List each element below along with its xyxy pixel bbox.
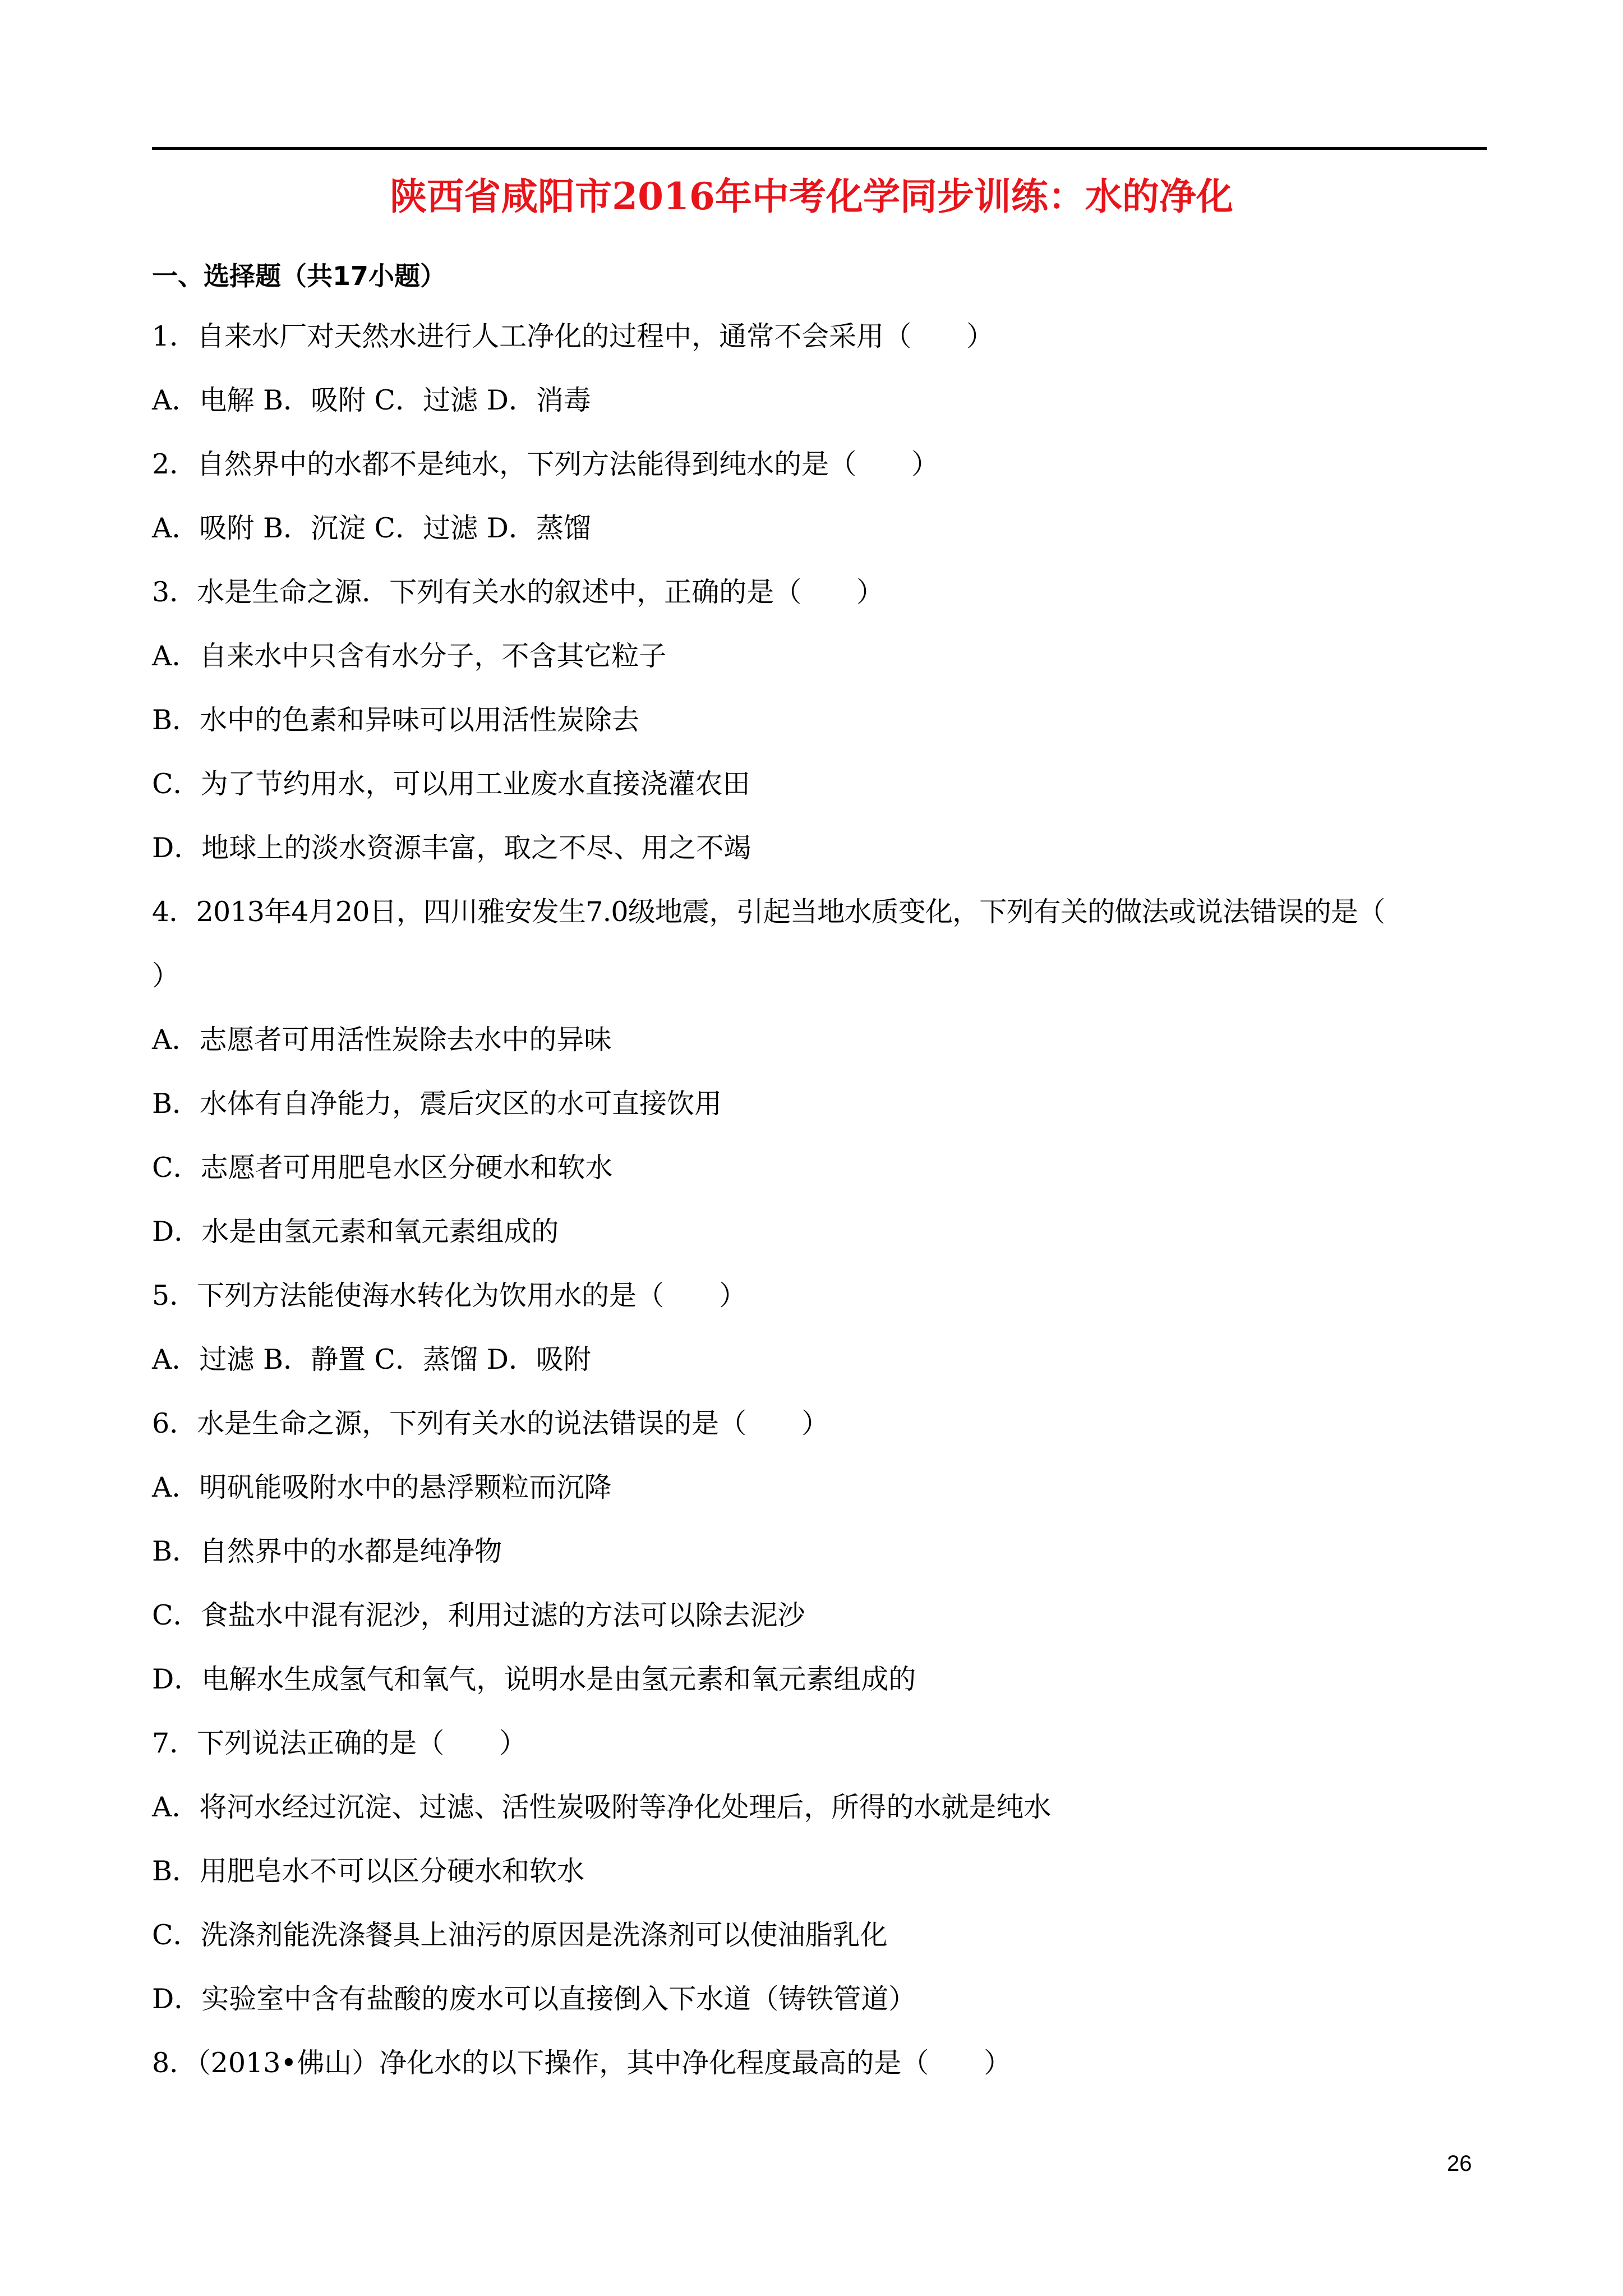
option-4a: A．志愿者可用活性炭除去水中的异味 xyxy=(152,1024,612,1056)
option-4d: D．水是由氢元素和氧元素组成的 xyxy=(152,1216,559,1248)
option-3c: C．为了节约用水，可以用工业废水直接浇灌农田 xyxy=(152,768,750,800)
question-1: 1．自来水厂对天然水进行人工净化的过程中，通常不会采用（ ） xyxy=(152,320,994,352)
question-7: 7．下列说法正确的是（ ） xyxy=(152,1727,527,1759)
options-1: A．电解 B．吸附 C．过滤 D．消毒 xyxy=(152,384,591,416)
option-4c: C．志愿者可用肥皂水区分硬水和软水 xyxy=(152,1152,613,1184)
option-7a: A．将河水经过沉淀、过滤、活性炭吸附等净化处理后，所得的水就是纯水 xyxy=(152,1791,1052,1823)
page-number: 26 xyxy=(1447,2151,1472,2176)
option-6b: B．自然界中的水都是纯净物 xyxy=(152,1535,502,1567)
document-title: 陕西省咸阳市2016年中考化学同步训练：水的净化 xyxy=(390,174,1233,218)
option-6c: C．食盐水中混有泥沙，利用过滤的方法可以除去泥沙 xyxy=(152,1599,805,1631)
question-4: 4．2013年4月20日，四川雅安发生7.0级地震，引起当地水质变化，下列有关的做法或说法错误的是（ xyxy=(152,896,1385,928)
options-5: A．过滤 B．静置 C．蒸馏 D．吸附 xyxy=(152,1343,591,1375)
option-7d: D．实验室中含有盐酸的废水可以直接倒入下水道（铸铁管道） xyxy=(152,1983,916,2015)
header-rule xyxy=(152,147,1487,150)
option-3d: D．地球上的淡水资源丰富，取之不尽、用之不竭 xyxy=(152,832,751,864)
option-7b: B．用肥皂水不可以区分硬水和软水 xyxy=(152,1855,585,1887)
question-5: 5．下列方法能使海水转化为饮用水的是（ ） xyxy=(152,1280,747,1312)
option-3b: B．水中的色素和异味可以用活性炭除去 xyxy=(152,704,640,736)
options-2: A．吸附 B．沉淀 C．过滤 D．蒸馏 xyxy=(152,512,591,544)
question-8: 8．（2013•佛山）净化水的以下操作，其中净化程度最高的是（ ） xyxy=(152,2047,1012,2079)
section-heading: 一、选择题（共17小题） xyxy=(152,261,446,291)
option-4b: B．水体有自净能力，震后灾区的水可直接饮用 xyxy=(152,1088,722,1120)
option-6a: A．明矾能吸附水中的悬浮颗粒而沉降 xyxy=(152,1471,612,1503)
question-4-continuation: ） xyxy=(152,960,180,992)
option-7c: C．洗涤剂能洗涤餐具上油污的原因是洗涤剂可以使油脂乳化 xyxy=(152,1919,888,1951)
question-6: 6．水是生命之源，下列有关水的说法错误的是（ ） xyxy=(152,1407,829,1439)
question-2: 2．自然界中的水都不是纯水，下列方法能得到纯水的是（ ） xyxy=(152,448,939,480)
option-6d: D．电解水生成氢气和氧气，说明水是由氢元素和氧元素组成的 xyxy=(152,1663,916,1695)
question-3: 3．水是生命之源．下列有关水的叙述中，正确的是（ ） xyxy=(152,576,884,608)
option-3a: A．自来水中只含有水分子，不含其它粒子 xyxy=(152,640,667,672)
